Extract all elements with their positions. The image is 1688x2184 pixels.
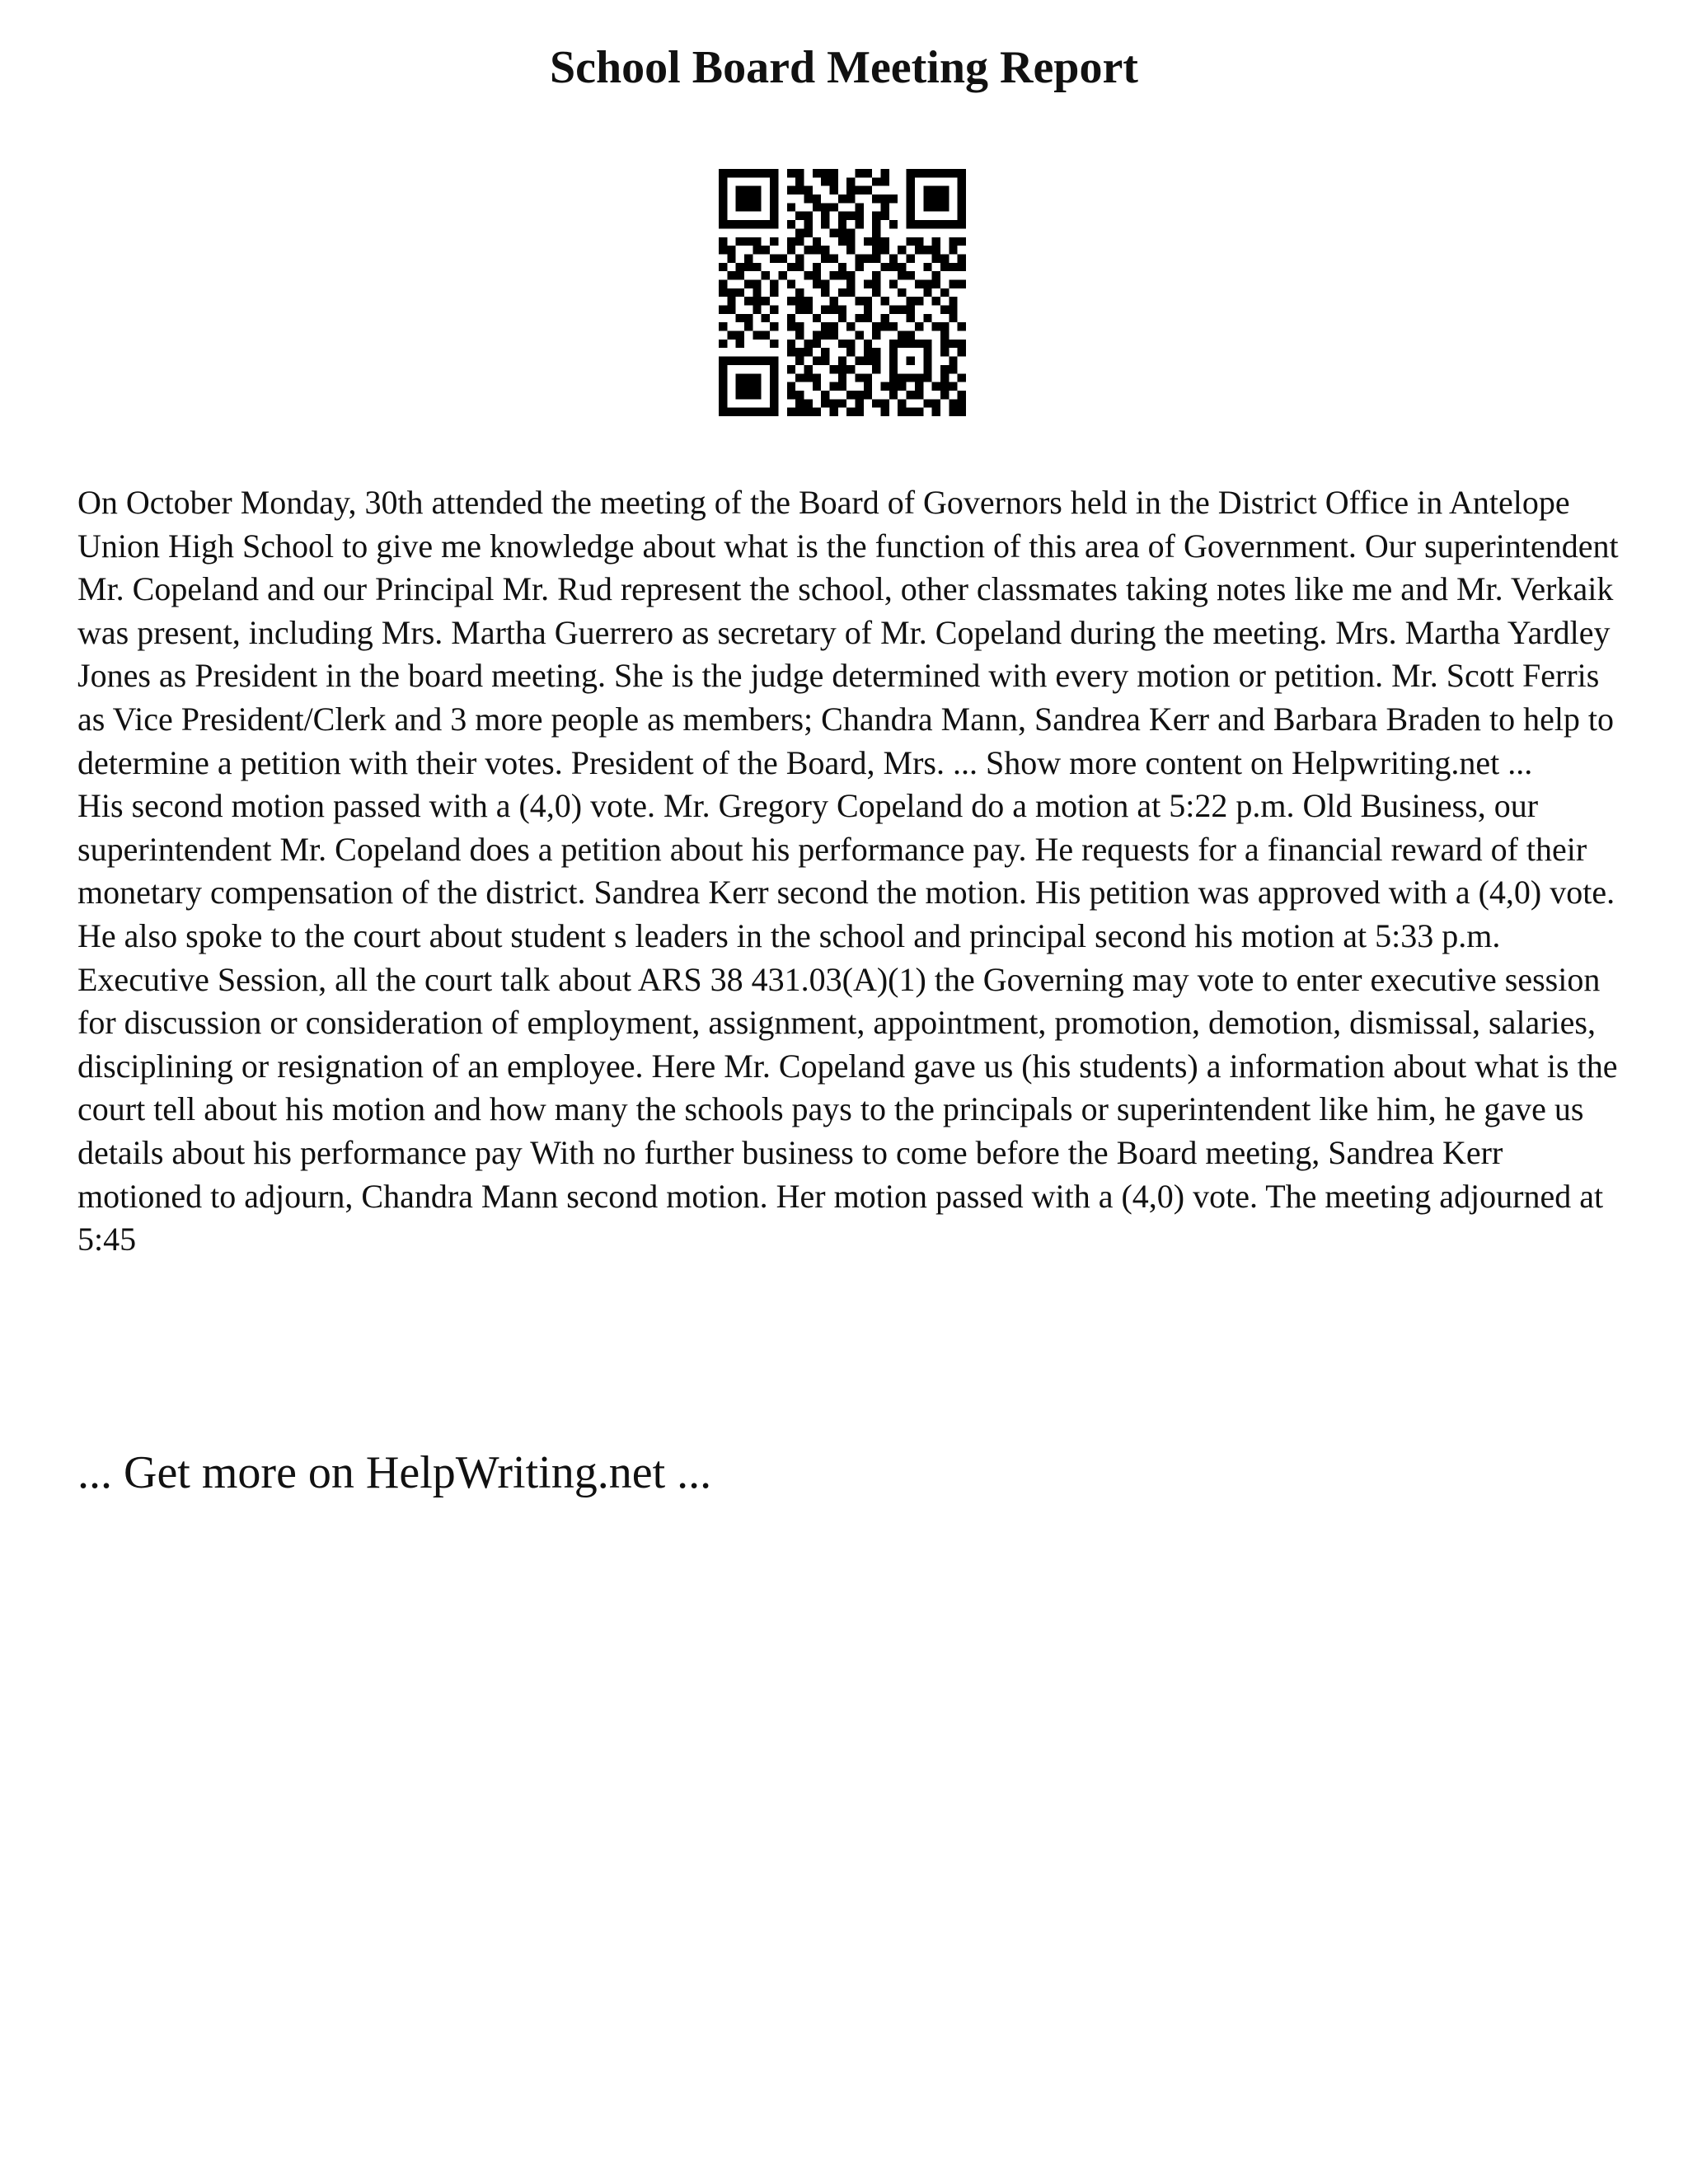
- paragraph: His second motion passed with a (4,0) vote. Mr. Gregory Copeland do a motion at 5:22 p.m. Old Business, our superintendent Mr. Copeland does a petition about his performance pay. He requests for a financial reward of their monetary compensation of the district. Sandrea Kerr second the motion. His petition was approved with a (4,0) vote. He also spoke to the court about student s leaders in the school and principal second his motion at 5:33 p.m. Executive Session, all the court talk about ARS 38 431.03(A)(1) the Governing may vote to enter executive session for discussion or consideration of employment, assignment, appointment, promotion, demotion, dismissal, salaries, disciplining or resignation of an employee. Here Mr. Copeland gave us (his students) a information about what is the court tell about his motion and how many the schools pays to the principals or superintendent like him, he gave us details about his performance pay With no further business to come before the Board meeting, Sandrea Kerr motioned to adjourn, Chandra Mann second motion. Her motion passed with a (4,0) vote. The meeting adjourned at 5:45: [77, 787, 1618, 1258]
- qr-code-icon: [719, 169, 966, 416]
- report-body: [77, 481, 1627, 1262]
- get-more-link[interactable]: ... Get more on HelpWriting.net ...: [77, 1447, 712, 1498]
- paragraph: On October Monday, 30th attended the meeting of the Board of Governors held in the District Office in Antelope Union High School to give me knowledge about what is the function of this area of Government. Our superintendent Mr. Copeland and our Principal Mr. Rud represent the school, other classmates taking notes like me and Mr. Verkaik was present, including Mrs. Martha Guerrero as secretary of Mr. Copeland during the meeting. Mrs. Martha Yardley Jones as President in the board meeting. She is the judge determined with every motion or petition. Mr. Scott Ferris as Vice President/Clerk and 3 more people as members; Chandra Mann, Sandrea Kerr and Barbara Braden to help to determine a petition with their votes. President of the Board, Mrs. ... Show more content on Helpwriting.net ...: [77, 484, 1619, 781]
- page-title: School Board Meeting Report: [550, 42, 1138, 93]
